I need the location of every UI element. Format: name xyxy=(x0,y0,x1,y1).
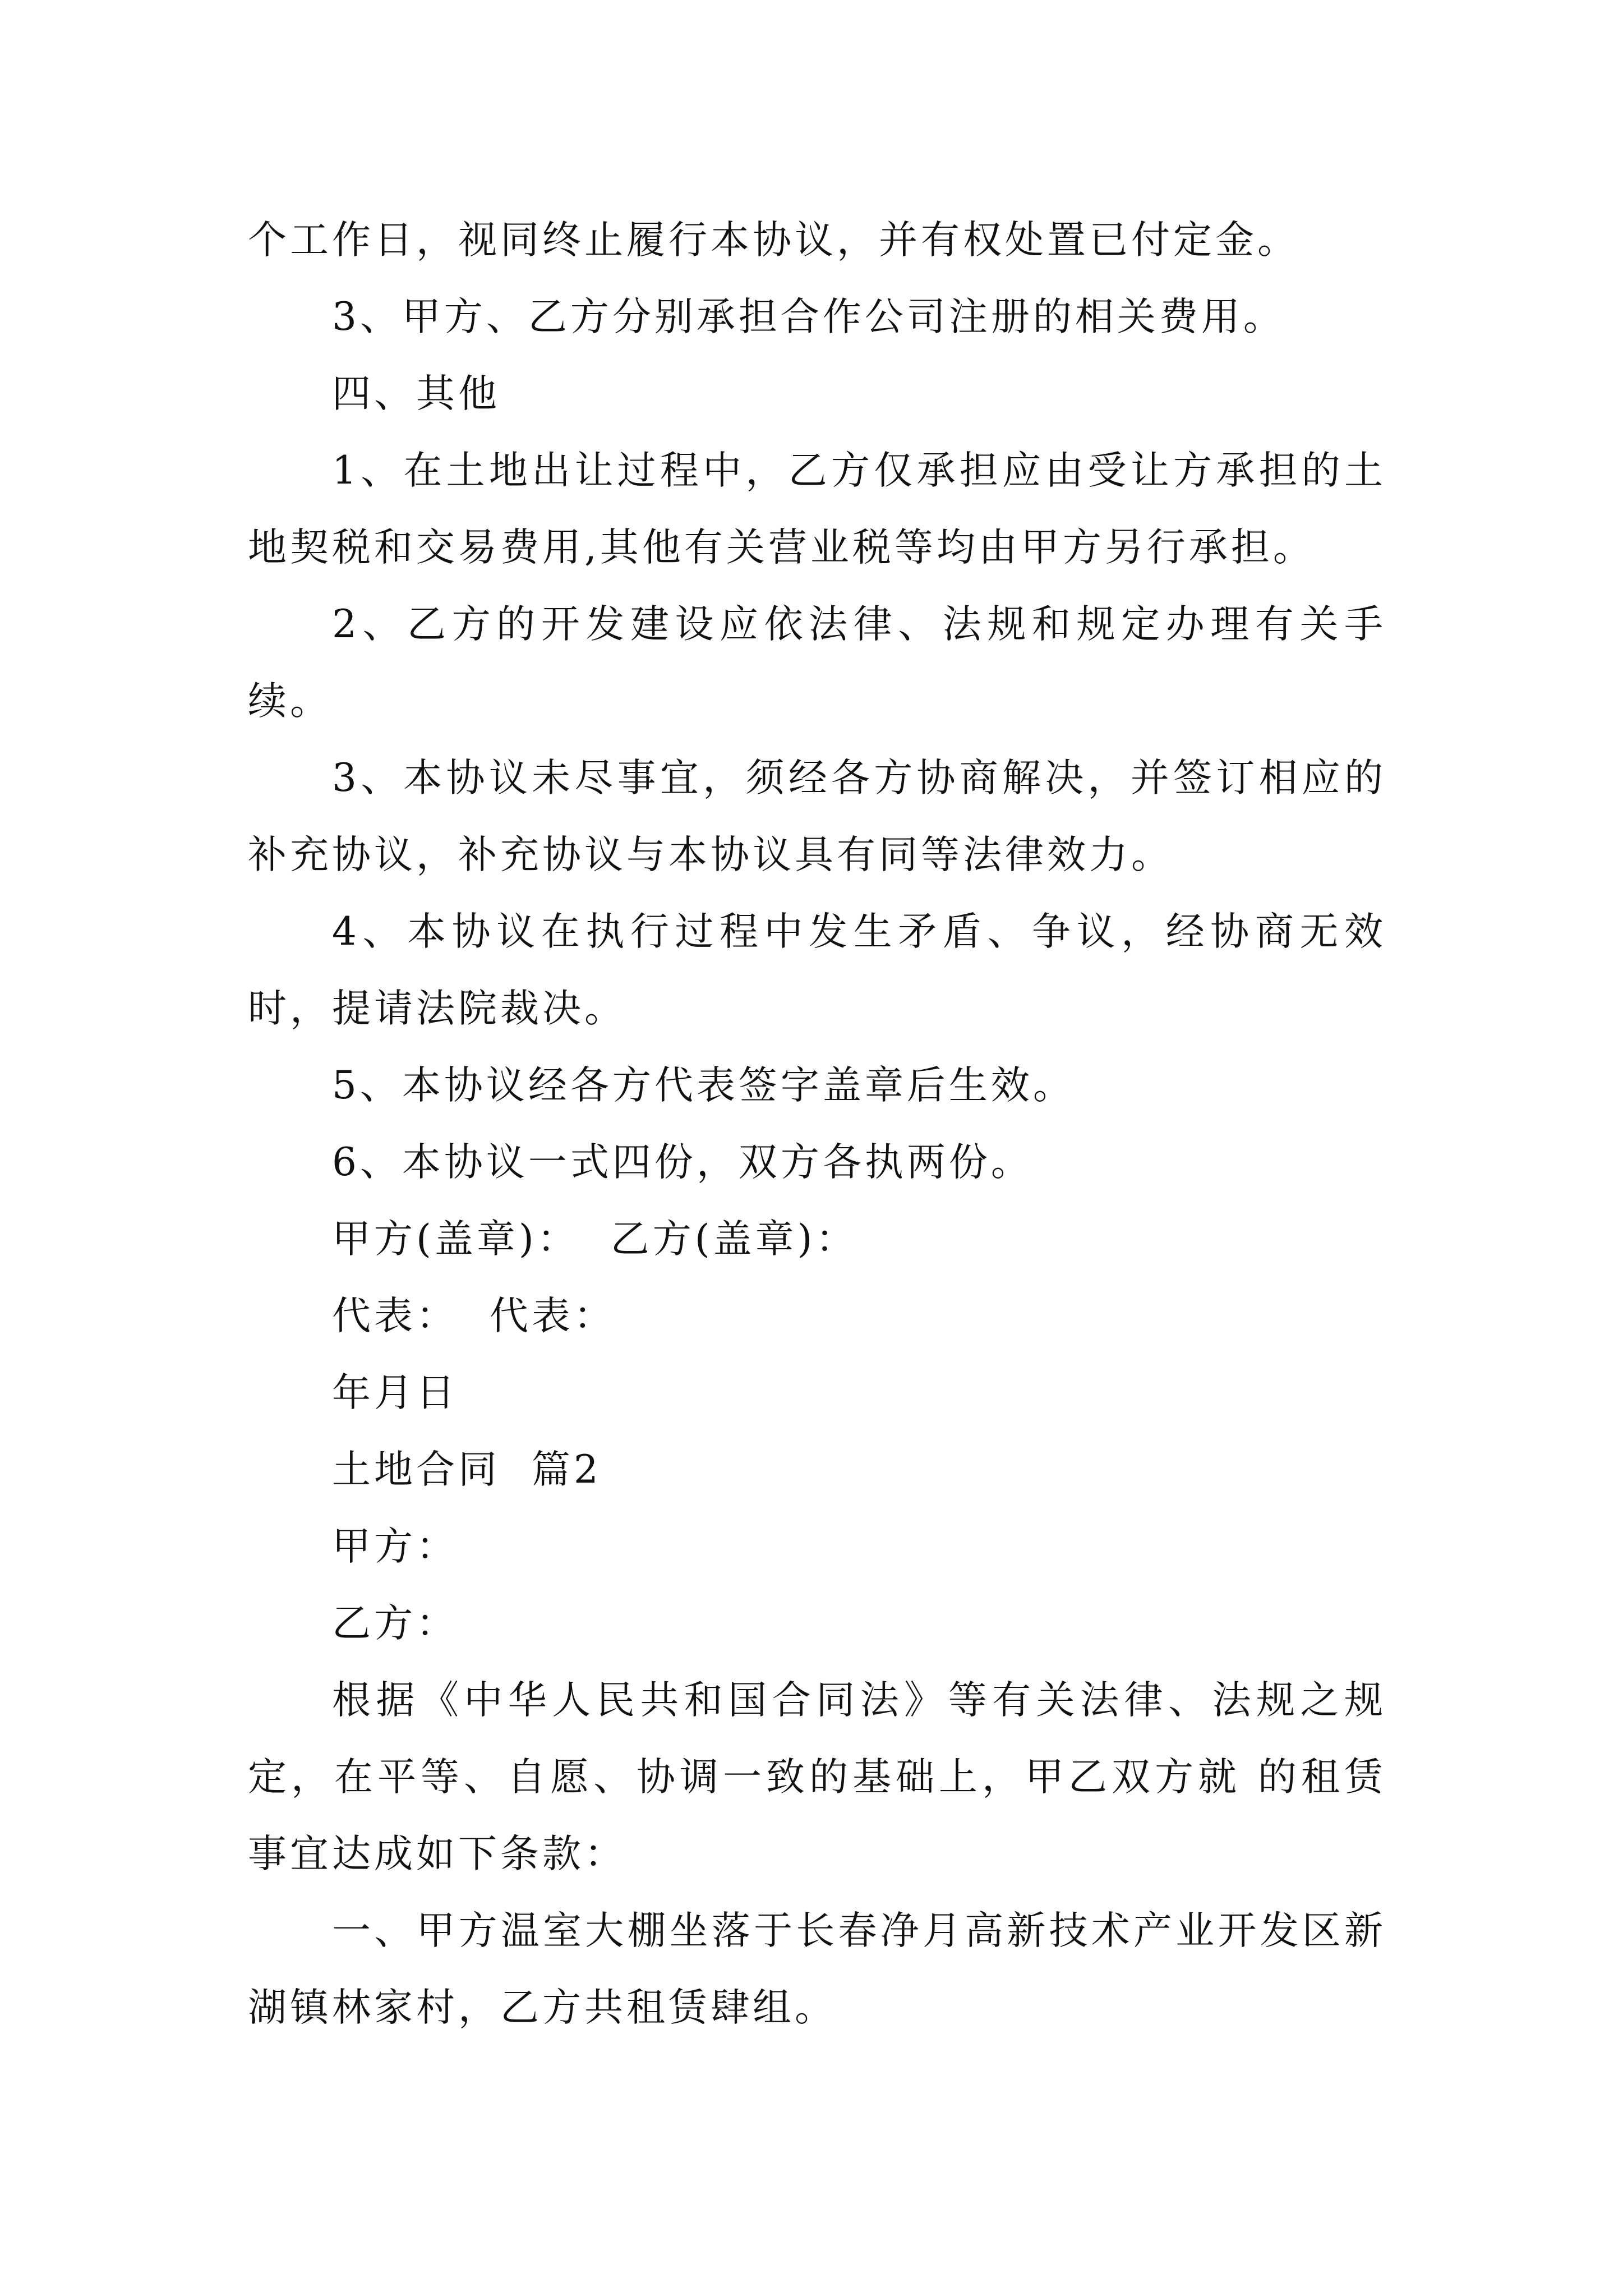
date-line: 年月日 xyxy=(332,1370,458,1415)
paragraph-item-3-fees: 3、甲方、乙方分别承担合作公司注册的相关费用。 xyxy=(332,295,1285,339)
paragraph-item-5-effective: 5、本协议经各方代表签字盖章后生效。 xyxy=(332,1063,1075,1108)
document-body xyxy=(248,202,1386,2046)
paragraph-item-3-supplement: 3、本协议未尽事宜，须经各方协商解决，并签订相应的补充协议，补充协议与本协议具有同等法律效力。 xyxy=(248,756,1386,877)
paragraph-item-4-dispute: 4、本协议在执行过程中发生矛盾、争议，经协商无效时，提请法院裁决。 xyxy=(248,909,1386,1031)
paragraph-clause-1-location: 一、甲方温室大棚坐落于长春净月高新技术产业开发区新湖镇林家村，乙方共租赁肆组。 xyxy=(248,1908,1386,2030)
paragraph-continuation: 个工作日，视同终止履行本协议，并有权处置已付定金。 xyxy=(248,218,1299,263)
party-b-line: 乙方： xyxy=(332,1601,458,1646)
section-heading-other: 四、其他 xyxy=(332,371,500,416)
paragraph-item-2-procedures: 2、乙方的开发建设应依法律、法规和规定办理有关手续。 xyxy=(248,602,1386,724)
signature-line-representatives: 代表： 代表： xyxy=(332,1294,616,1338)
paragraph-preamble: 根据《中华人民共和国合同法》等有关法律、法规之规定，在平等、自愿、协调一致的基础上，甲乙双方就 的租赁事宜达成如下条款： xyxy=(248,1678,1386,1876)
paragraph-item-6-copies: 6、本协议一式四份，双方各执两份。 xyxy=(332,1140,1033,1185)
paragraph-item-1-tax: 1、在土地出让过程中，乙方仅承担应由受让方承担的土地契税和交易费用,其他有关营业税等均由甲方另行承担。 xyxy=(248,448,1386,570)
signature-line-seals: 甲方(盖章)： 乙方(盖章)： xyxy=(332,1217,858,1262)
contract-title-part-2: 土地合同 篇2 xyxy=(332,1447,602,1492)
party-a-line: 甲方： xyxy=(332,1524,458,1569)
